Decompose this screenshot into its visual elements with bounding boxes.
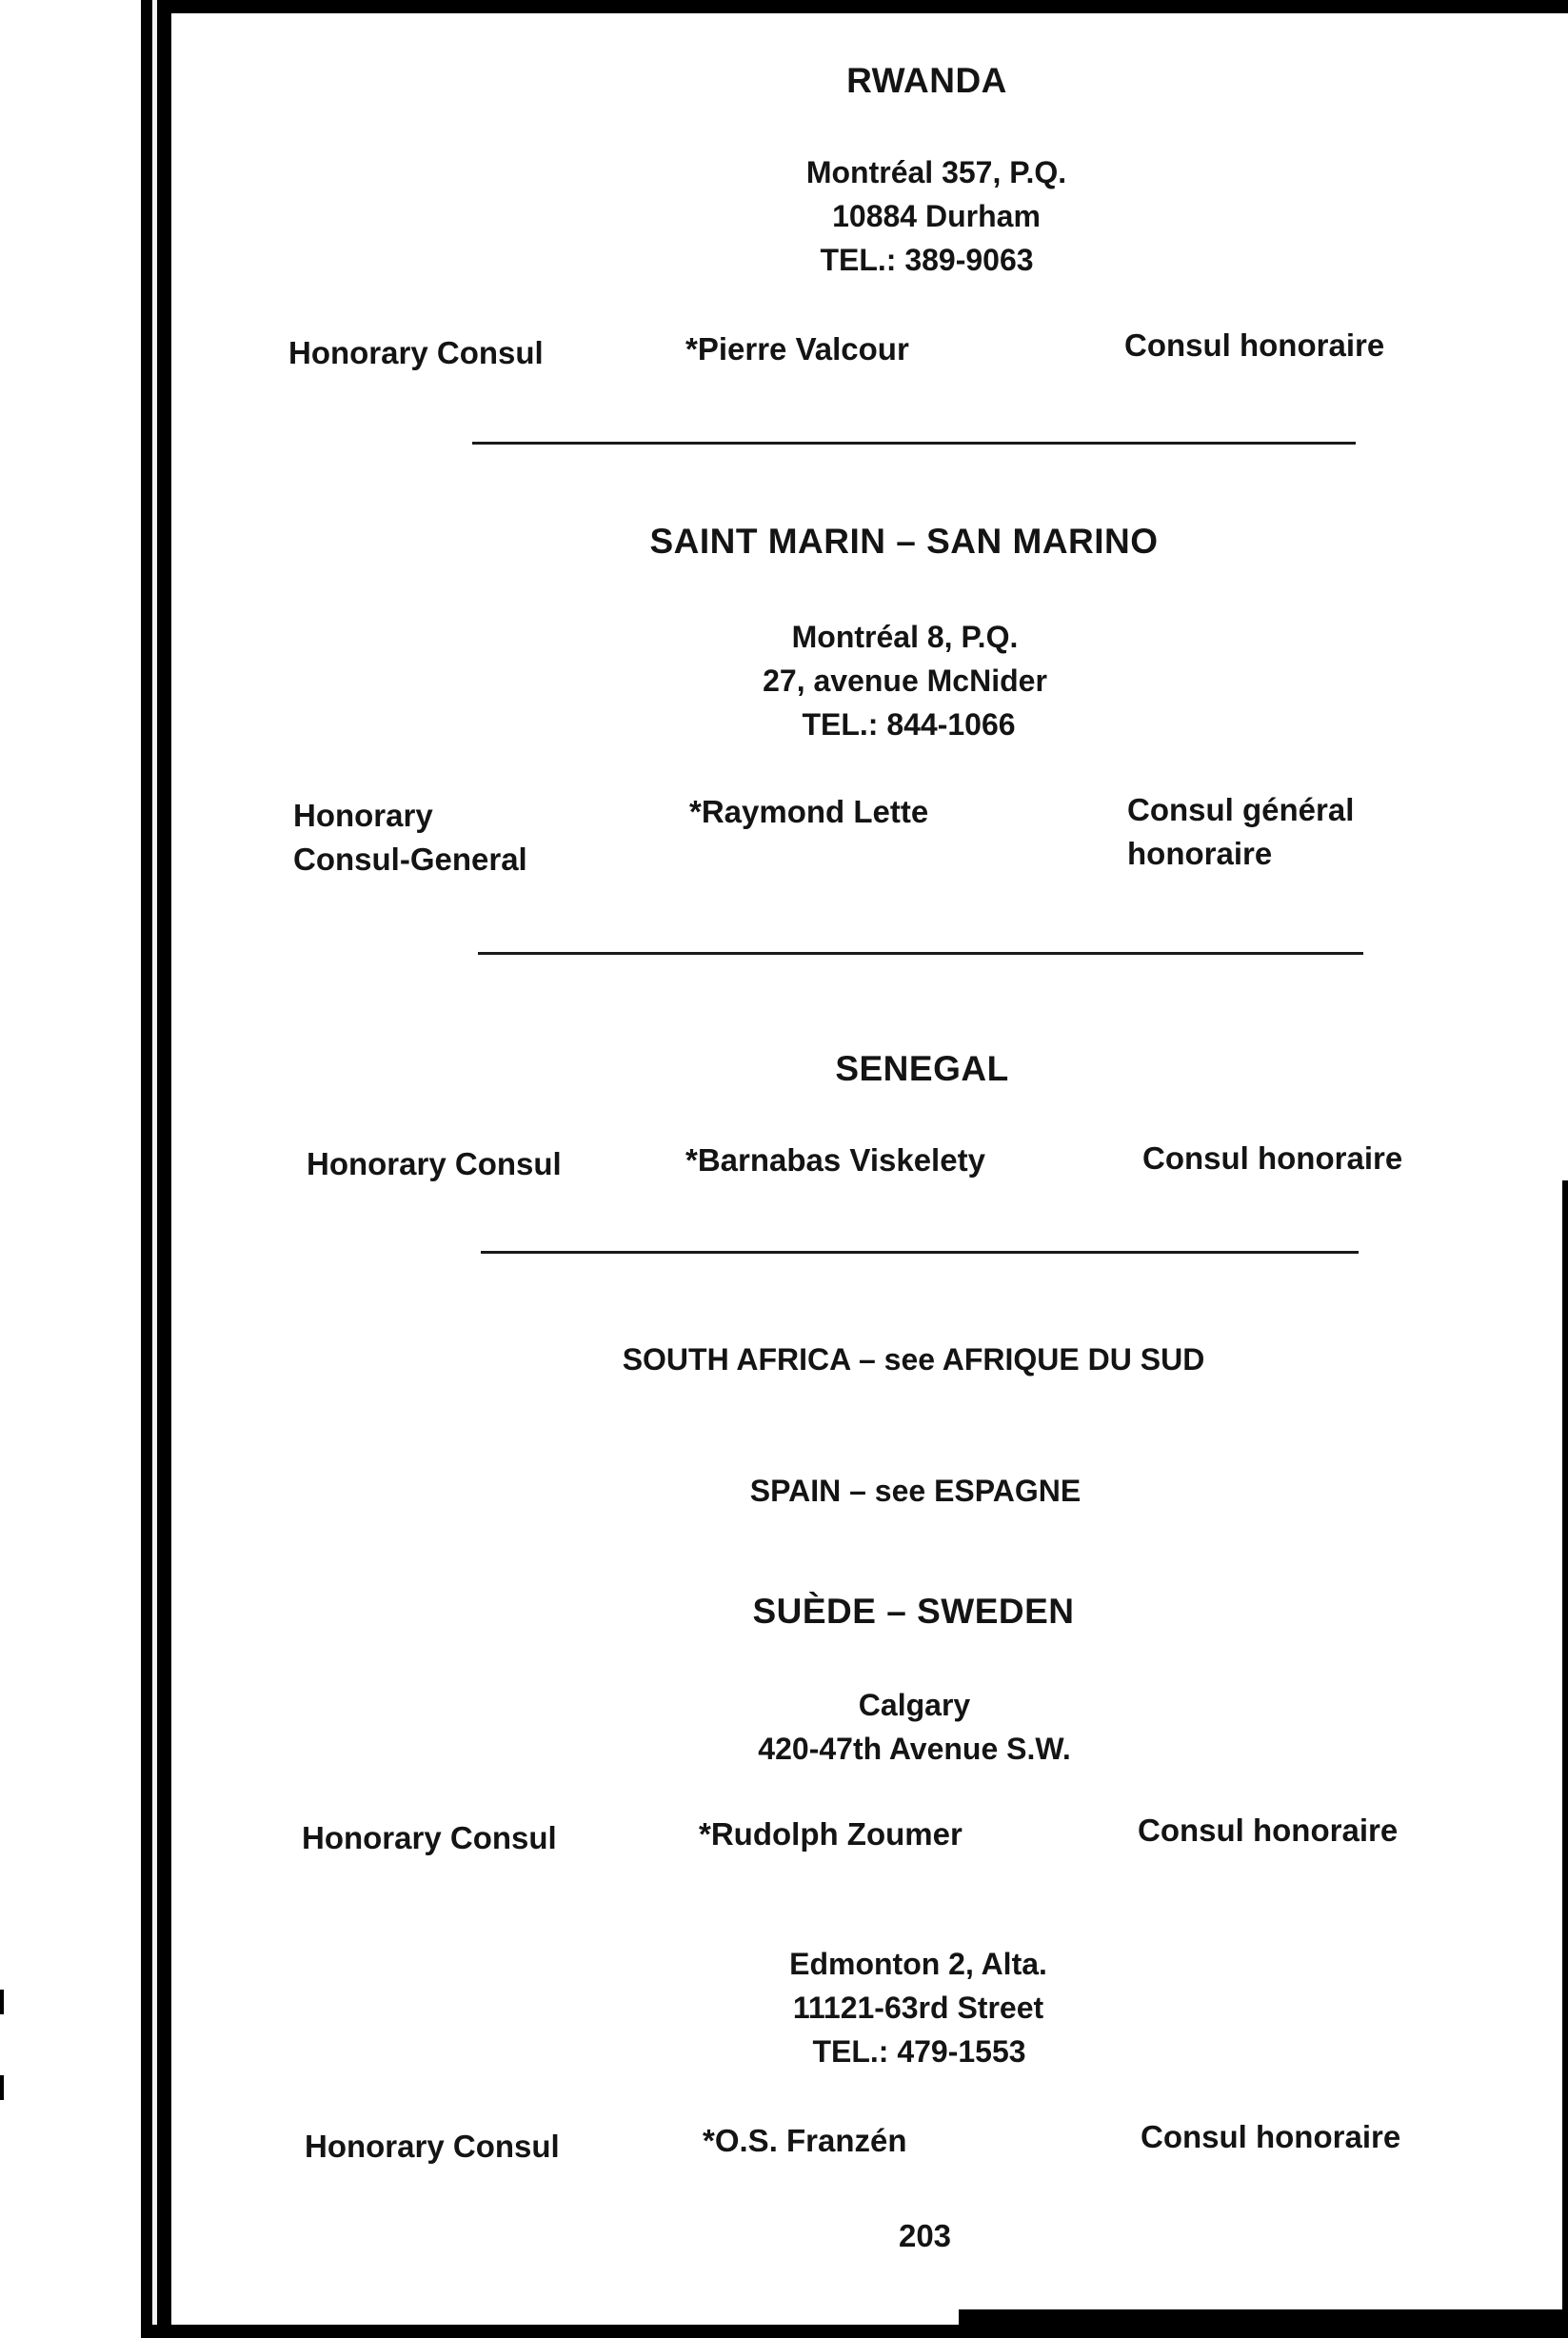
consul-name: *Rudolph Zoumer [699,1816,963,1852]
address-line: TEL.: 844-1066 [802,707,1016,742]
section-divider [478,952,1363,955]
address-line: Calgary [858,1688,971,1722]
title-english: Honorary Consul [305,2129,560,2164]
address-line: TEL.: 479-1553 [812,2034,1026,2069]
consul-name: *Raymond Lette [689,794,929,829]
title-english: Honorary Consul [302,1820,557,1855]
title-french: Consul général [1127,792,1355,827]
title-french: Consul honoraire [1124,327,1385,363]
section-divider [481,1251,1359,1254]
edge-mark [0,1990,4,2014]
country-heading: SAINT MARIN – SAN MARINO [649,522,1159,561]
country-heading: SUÈDE – SWEDEN [752,1592,1075,1631]
page-number: 203 [898,2218,952,2253]
cross-reference: SPAIN – see ESPAGNE [749,1474,1082,1508]
left-margin [0,0,141,2338]
bottom-right-border [959,2309,1568,2338]
title-english: Consul-General [293,842,527,877]
cross-reference: SOUTH AFRICA – see AFRIQUE DU SUD [622,1342,1205,1377]
title-french: Consul honoraire [1142,1140,1403,1176]
title-english: Honorary [293,798,433,833]
title-french: Consul honoraire [1141,2119,1401,2154]
address-line: Montréal 357, P.Q. [805,155,1067,189]
section-divider [472,442,1356,445]
country-heading: SENEGAL [835,1049,1009,1088]
edge-mark [0,2075,4,2100]
address-line: Edmonton 2, Alta. [789,1947,1047,1981]
address-line: 420-47th Avenue S.W. [758,1732,1071,1766]
address-line: 10884 Durham [832,199,1041,233]
title-french: honoraire [1127,836,1273,871]
address-line: TEL.: 389-9063 [820,243,1034,277]
consul-name: *O.S. Franzén [703,2123,907,2158]
top-border [171,0,1568,13]
title-english: Honorary Consul [307,1146,562,1181]
consul-name: *Barnabas Viskelety [685,1142,985,1178]
address-line: 27, avenue McNider [763,664,1047,698]
consul-name: *Pierre Valcour [685,331,909,367]
address-line: 11121-63rd Street [792,1991,1044,2025]
title-english: Honorary Consul [288,335,544,370]
address-line: Montréal 8, P.Q. [791,620,1019,654]
title-french: Consul honoraire [1138,1813,1399,1848]
country-heading: RWANDA [846,61,1007,100]
